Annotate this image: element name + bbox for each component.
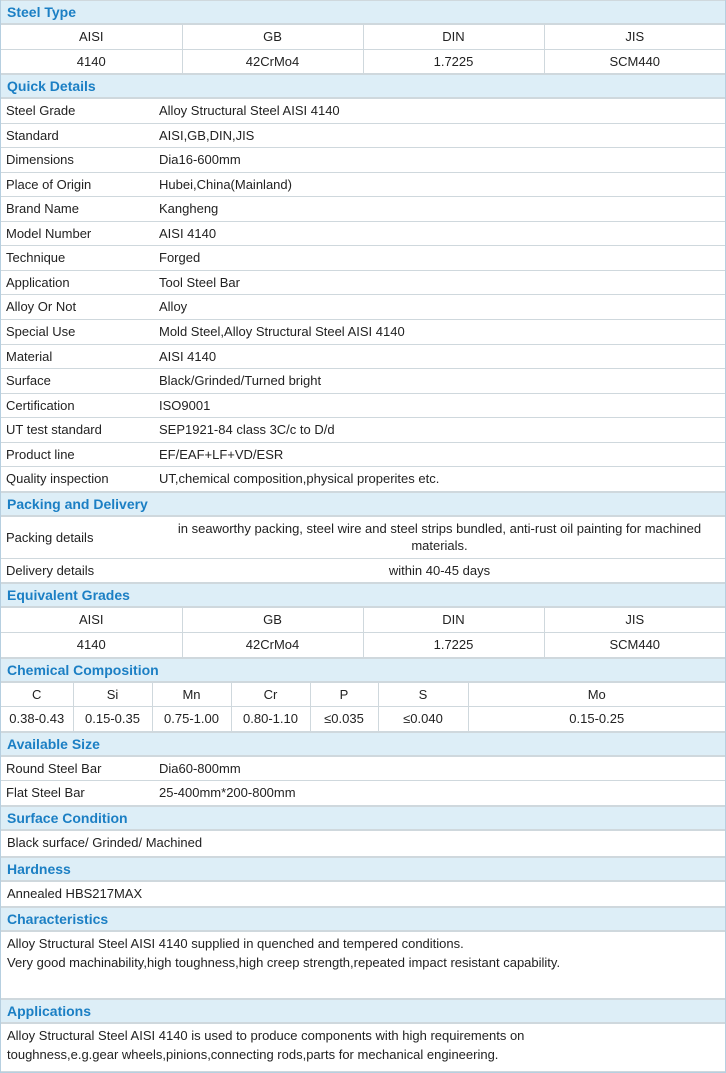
row-value: UT,chemical composition,physical properites etc. — [154, 467, 725, 492]
hardness-text: Annealed HBS217MAX — [1, 881, 725, 908]
cell-si-value: 0.15-0.35 — [73, 707, 152, 732]
section-title-characteristics: Characteristics — [1, 907, 725, 931]
section-title-equivalent-grades: Equivalent Grades — [1, 583, 725, 607]
col-header-din: DIN — [363, 608, 544, 633]
table-row — [1, 25, 725, 50]
table-row — [1, 682, 725, 707]
col-header-si: Si — [73, 682, 152, 707]
row-value: within 40-45 days — [154, 558, 725, 583]
row-value: Forged — [154, 246, 725, 271]
row-value: EF/EAF+LF+VD/ESR — [154, 442, 725, 467]
row-value: Tool Steel Bar — [154, 270, 725, 295]
packing-delivery-table — [1, 516, 725, 584]
row-value: Hubei,China(Mainland) — [154, 172, 725, 197]
row-label: Round Steel Bar — [1, 756, 154, 781]
row-value: 25-400mm*200-800mm — [154, 781, 725, 806]
row-label: Technique — [1, 246, 154, 271]
table-row — [1, 608, 725, 633]
col-header-din: DIN — [363, 25, 544, 50]
applications-line-1: Alloy Structural Steel AISI 4140 is used to produce components with high requirements on — [7, 1027, 525, 1043]
table-row — [1, 756, 725, 781]
section-title-hardness: Hardness — [1, 857, 725, 881]
col-header-cr: Cr — [231, 682, 310, 707]
characteristics-spacer — [7, 973, 719, 992]
col-header-aisi: AISI — [1, 608, 182, 633]
chemical-composition-table — [1, 682, 725, 732]
cell-c-value: 0.38-0.43 — [1, 707, 73, 732]
row-label: Quality inspection — [1, 467, 154, 492]
table-row — [1, 49, 725, 74]
cell-gb-value: 42CrMo4 — [182, 49, 363, 74]
table-row — [1, 246, 725, 271]
section-title-packing-and-delivery: Packing and Delivery — [1, 492, 725, 516]
cell-p-value: ≤0.035 — [310, 707, 378, 732]
characteristics-line-1: Alloy Structural Steel AISI 4140 supplied in quenched and tempered conditions. — [7, 936, 464, 952]
characteristics-block — [1, 931, 725, 999]
col-header-gb: GB — [182, 25, 363, 50]
row-label: Surface — [1, 369, 154, 394]
surface-condition-text: Black surface/ Grinded/ Machined — [1, 830, 725, 857]
row-label: Alloy Or Not — [1, 295, 154, 320]
row-label: Dimensions — [1, 148, 154, 173]
row-value: in seaworthy packing, steel wire and steel strips bundled, anti-rust oil painting for machined materials. — [154, 516, 725, 558]
cell-cr-value: 0.80-1.10 — [231, 707, 310, 732]
col-header-gb: GB — [182, 608, 363, 633]
steel-type-table — [1, 24, 725, 74]
table-row — [1, 221, 725, 246]
row-value: AISI 4140 — [154, 344, 725, 369]
col-header-jis: JIS — [544, 608, 725, 633]
cell-gb-value: 42CrMo4 — [182, 633, 363, 658]
row-value: Kangheng — [154, 197, 725, 222]
row-label: Material — [1, 344, 154, 369]
row-label: Application — [1, 270, 154, 295]
row-label: Product line — [1, 442, 154, 467]
cell-aisi-value: 4140 — [1, 49, 182, 74]
table-row — [1, 558, 725, 583]
row-value: ISO9001 — [154, 393, 725, 418]
row-label: Standard — [1, 123, 154, 148]
col-header-s: S — [378, 682, 468, 707]
col-header-mn: Mn — [152, 682, 231, 707]
section-title-surface-condition: Surface Condition — [1, 806, 725, 830]
equivalent-grades-table — [1, 607, 725, 657]
row-label: Place of Origin — [1, 172, 154, 197]
section-title-available-size: Available Size — [1, 732, 725, 756]
section-title-chemical-composition: Chemical Composition — [1, 658, 725, 682]
cell-din-value: 1.7225 — [363, 49, 544, 74]
table-row — [1, 148, 725, 173]
table-row — [1, 344, 725, 369]
row-label: Model Number — [1, 221, 154, 246]
row-value: SEP1921-84 class 3C/c to D/d — [154, 418, 725, 443]
row-label: Special Use — [1, 320, 154, 345]
cell-mo-value: 0.15-0.25 — [468, 707, 725, 732]
table-row — [1, 633, 725, 658]
row-label: UT test standard — [1, 418, 154, 443]
cell-jis-value: SCM440 — [544, 49, 725, 74]
row-label: Certification — [1, 393, 154, 418]
table-row — [1, 123, 725, 148]
row-value: AISI 4140 — [154, 221, 725, 246]
section-title-steel-type: Steel Type — [1, 0, 725, 24]
applications-line-2: toughness,e.g.gear wheels,pinions,connecting rods,parts for mechanical engineering. — [7, 1046, 499, 1062]
cell-s-value: ≤0.040 — [378, 707, 468, 732]
col-header-mo: Mo — [468, 682, 725, 707]
table-row — [1, 369, 725, 394]
col-header-jis: JIS — [544, 25, 725, 50]
row-label: Steel Grade — [1, 99, 154, 124]
quick-details-table — [1, 98, 725, 492]
row-value: Alloy Structural Steel AISI 4140 — [154, 99, 725, 124]
table-row — [1, 707, 725, 732]
row-label: Brand Name — [1, 197, 154, 222]
table-row — [1, 270, 725, 295]
cell-aisi-value: 4140 — [1, 633, 182, 658]
row-value: Alloy — [154, 295, 725, 320]
row-value: Dia60-800mm — [154, 756, 725, 781]
cell-jis-value: SCM440 — [544, 633, 725, 658]
col-header-aisi: AISI — [1, 25, 182, 50]
table-row — [1, 295, 725, 320]
row-value: Mold Steel,Alloy Structural Steel AISI 4140 — [154, 320, 725, 345]
col-header-c: C — [1, 682, 73, 707]
table-row — [1, 172, 725, 197]
table-row — [1, 516, 725, 558]
table-row — [1, 442, 725, 467]
table-row — [1, 467, 725, 492]
cell-mn-value: 0.75-1.00 — [152, 707, 231, 732]
table-row — [1, 320, 725, 345]
row-value: Dia16-600mm — [154, 148, 725, 173]
row-value: Black/Grinded/Turned bright — [154, 369, 725, 394]
row-label: Flat Steel Bar — [1, 781, 154, 806]
available-size-table — [1, 756, 725, 806]
row-label: Packing details — [1, 516, 154, 558]
row-value: AISI,GB,DIN,JIS — [154, 123, 725, 148]
table-row — [1, 418, 725, 443]
characteristics-line-2: Very good machinability,high toughness,high creep strength,repeated impact resistant capability. — [7, 955, 561, 971]
table-row — [1, 781, 725, 806]
row-label: Delivery details — [1, 558, 154, 583]
cell-din-value: 1.7225 — [363, 633, 544, 658]
table-row — [1, 393, 725, 418]
col-header-p: P — [310, 682, 378, 707]
section-title-applications: Applications — [1, 999, 725, 1023]
applications-block — [1, 1023, 725, 1072]
table-row — [1, 197, 725, 222]
section-title-quick-details: Quick Details — [1, 74, 725, 98]
table-row — [1, 99, 725, 124]
